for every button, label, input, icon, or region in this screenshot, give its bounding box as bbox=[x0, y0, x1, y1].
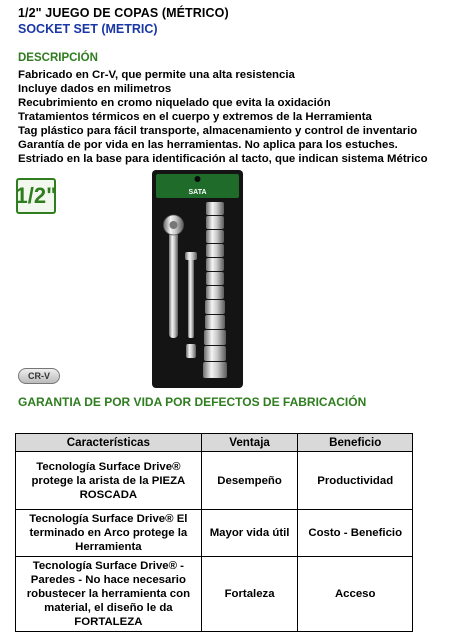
description-item: Tratamientos térmicos en el cuerpo y extremos de la Herramienta bbox=[18, 111, 372, 123]
benefit-cell: Acceso bbox=[298, 557, 413, 632]
feature-cell: Tecnología Surface Drive® protege la arista de la PIEZA ROSCADA bbox=[16, 452, 202, 510]
socket bbox=[205, 315, 225, 329]
description-item: Fabricado en Cr-V, que permite una alta resistencia bbox=[18, 69, 295, 81]
header-caracteristicas: Características bbox=[16, 434, 202, 452]
page-title: 1/2" JUEGO DE COPAS (MÉTRICO) bbox=[18, 6, 229, 20]
socket bbox=[206, 244, 224, 257]
table-row bbox=[16, 452, 413, 510]
cr-v-material-icon: CR-V bbox=[18, 368, 60, 384]
description-item: Incluye dados en milimetros bbox=[18, 83, 172, 95]
benefit-cell: Productividad bbox=[298, 452, 413, 510]
advantage-cell: Fortaleza bbox=[201, 557, 298, 632]
brand-logo: SATA bbox=[188, 189, 207, 196]
socket bbox=[206, 272, 224, 285]
drive-size-badge: 1/2" bbox=[16, 178, 56, 214]
socket bbox=[205, 300, 225, 314]
feature-cell: Tecnología Surface Drive® El terminado en Arco protege la Herramienta bbox=[16, 510, 202, 557]
socket bbox=[204, 346, 226, 361]
socket bbox=[206, 286, 224, 299]
socket bbox=[206, 216, 224, 229]
advantage-cell: Mayor vida útil bbox=[201, 510, 298, 557]
socket bbox=[206, 202, 224, 215]
socket-set-image bbox=[150, 168, 245, 390]
description-heading: DESCRIPCIÓN bbox=[18, 52, 98, 64]
socket bbox=[203, 362, 227, 378]
description-item: Garantía de por vida en las herramientas. No aplica para los estuches. bbox=[18, 139, 398, 151]
advantage-cell: Desempeño bbox=[201, 452, 298, 510]
universal-joint bbox=[186, 344, 196, 358]
table-row bbox=[16, 557, 413, 632]
description-list bbox=[18, 68, 428, 166]
header-ventaja: Ventaja bbox=[201, 434, 298, 452]
page-subtitle: SOCKET SET (METRIC) bbox=[18, 22, 158, 36]
socket bbox=[204, 330, 226, 345]
guarantee-text: GARANTIA DE POR VIDA POR DEFECTOS DE FABRICACIÓN bbox=[18, 395, 367, 409]
sockets bbox=[203, 202, 227, 378]
table-header-row bbox=[16, 434, 413, 452]
tray bbox=[152, 170, 243, 388]
extension-bar bbox=[188, 256, 194, 338]
feature-cell: Tecnología Surface Drive® - Paredes - No hace necesario robustecer la herramienta con material, el diseño le da FORTALEZA bbox=[16, 557, 202, 632]
socket bbox=[206, 230, 224, 243]
header-beneficio: Beneficio bbox=[298, 434, 413, 452]
description-item: Tag plástico para fácil transporte, almacenamiento y control de inventario bbox=[18, 125, 418, 137]
socket bbox=[206, 258, 224, 271]
description-item: Estriado en la base para identificación al tacto, que indican sistema Métrico bbox=[18, 153, 428, 165]
description-item: Recubrimiento en cromo niquelado que evita la oxidación bbox=[18, 97, 331, 109]
benefit-cell: Costo - Beneficio bbox=[298, 510, 413, 557]
ratchet-handle bbox=[169, 228, 178, 338]
features-table bbox=[15, 433, 413, 632]
hang-hole bbox=[195, 176, 201, 182]
table-row bbox=[16, 510, 413, 557]
